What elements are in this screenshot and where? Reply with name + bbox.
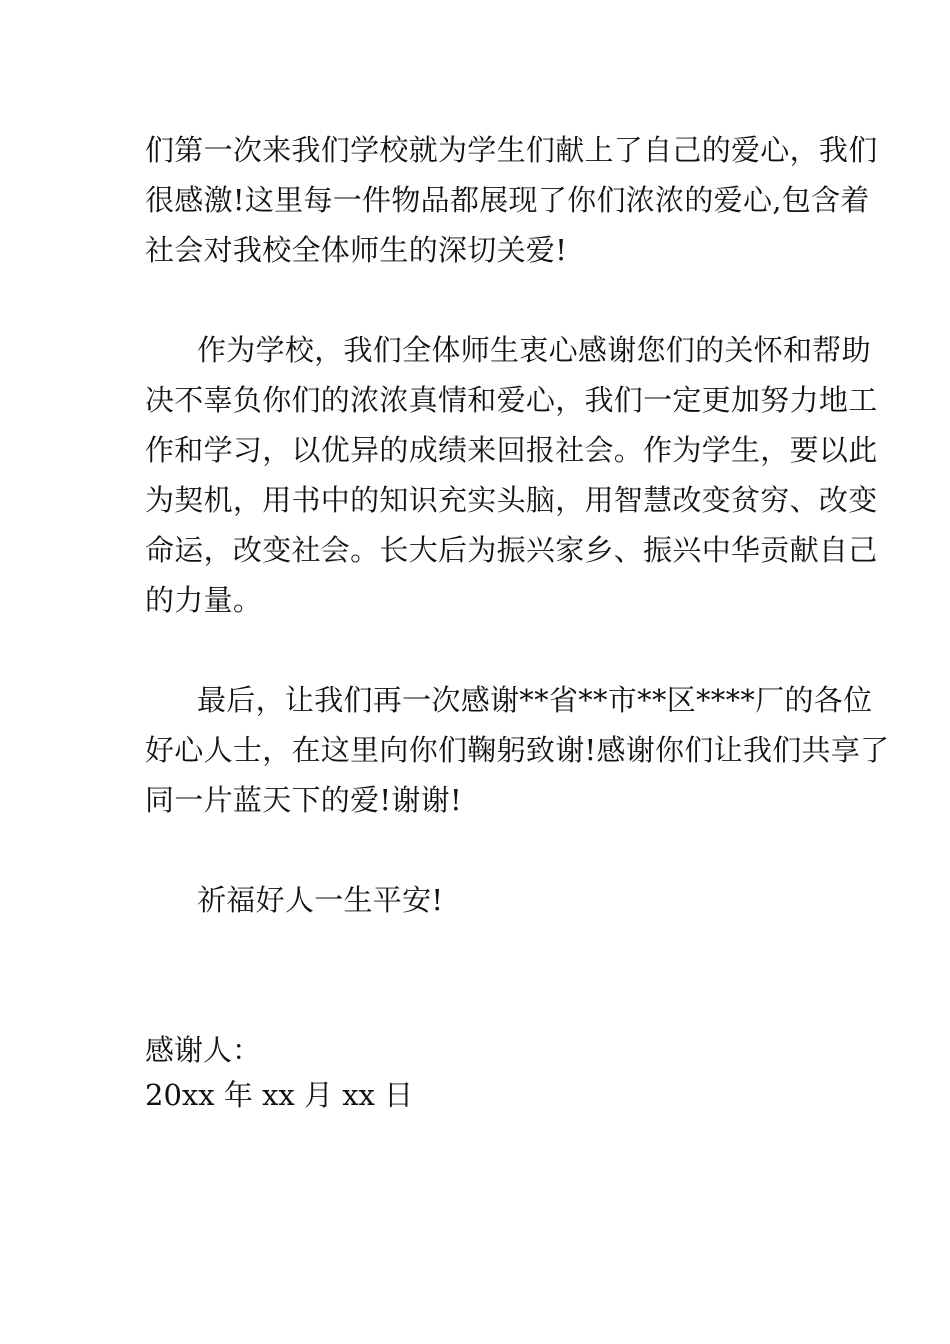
paragraph-line: 们第一次来我们学校就为学生们献上了自己的爱心，我们 [145,133,878,167]
signature-date: 20xx 年 xx 月 xx 日 [145,1078,414,1112]
paragraph-line: 好心人士，在这里向你们鞠躬致谢!感谢你们让我们共享了 [145,733,890,767]
paragraph-line: 作和学习，以优异的成绩来回报社会。作为学生，要以此 [145,433,878,467]
paragraph-line: 同一片蓝天下的爱!谢谢! [145,783,462,817]
paragraph-line: 为契机，用书中的知识充实头脑，用智慧改变贫穷、改变 [145,483,878,517]
paragraph-line: 的力量。 [145,583,263,617]
paragraph-line: 祈福好人一生平安! [197,883,444,917]
paragraph-line: 最后，让我们再一次感谢**省**市**区****厂的各位 [197,683,873,717]
paragraph-line: 作为学校，我们全体师生衷心感谢您们的关怀和帮助 [197,333,871,367]
paragraph-line: 决不辜负你们的浓浓真情和爱心，我们一定更加努力地工 [145,383,878,417]
paragraph-line: 很感激!这里每一件物品都展现了你们浓浓的爱心,包含着 [145,183,870,217]
paragraph-line: 社会对我校全体师生的深切关爱! [145,233,568,267]
signature-label: 感谢人： [145,1033,262,1067]
paragraph-line: 命运，改变社会。长大后为振兴家乡、振兴中华贡献自己 [145,533,878,567]
